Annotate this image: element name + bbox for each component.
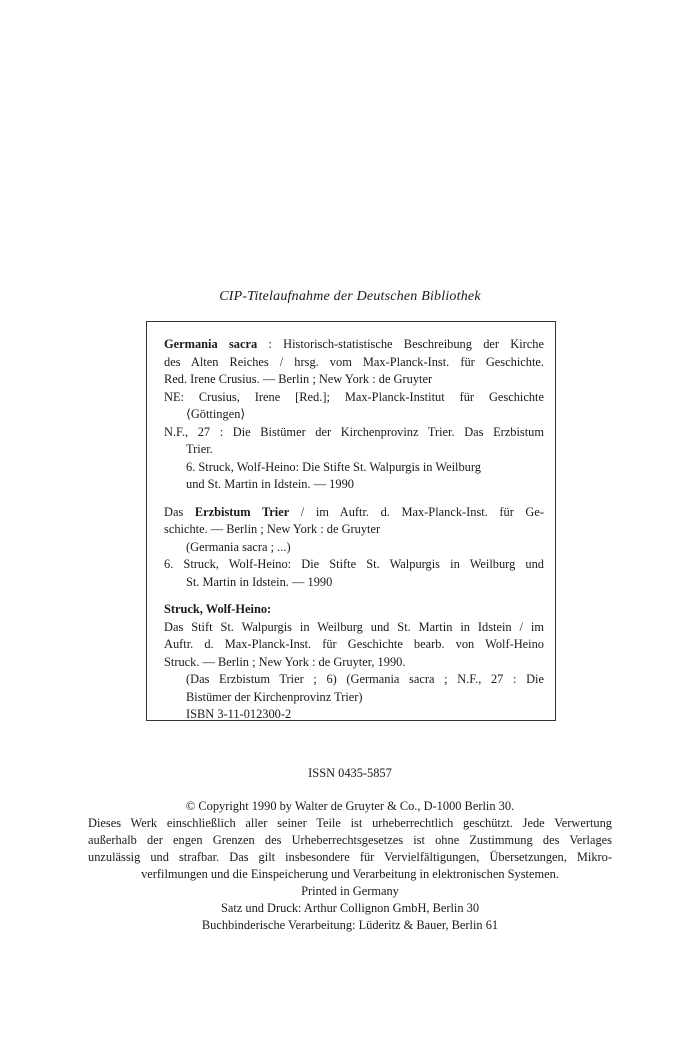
entry-line: Red. Irene Crusius. — Berlin ; New York : de Gruyter	[164, 372, 433, 386]
typesetting-credit: Satz und Druck: Arthur Collignon GmbH, Berlin 30	[220, 901, 480, 915]
isbn: ISBN 3-11-012300-2	[186, 707, 292, 721]
issn: ISSN 0435-5857	[308, 766, 392, 780]
entry-line: ⟨Göttingen⟩	[186, 407, 246, 421]
cip-entry-germania-sacra	[164, 336, 544, 494]
entry-line: 6. Struck, Wolf-Heino: Die Stifte St. Walpurgis in Weilburg und	[164, 557, 544, 571]
cip-record-content	[164, 336, 544, 734]
entry-title: Erzbistum Trier	[194, 504, 290, 519]
entry-line: NE: Crusius, Irene [Red.]; Max-Planck-Institut für Geschichte	[164, 389, 544, 404]
cip-heading: CIP-Titelaufnahme der Deutschen Bibliothek	[219, 289, 481, 304]
cip-entry-struck	[164, 601, 544, 724]
entry-line: N.F., 27 : Die Bistümer der Kirchenprovinz Trier. Das Erzbistum	[164, 424, 544, 439]
entry-line: Auftr. d. Max-Planck-Inst. für Geschichte bearb. von Wolf-Heino	[164, 637, 544, 651]
entry-text: : Historisch-statistische Beschreibung der Kirche	[257, 337, 544, 351]
printed-in: Printed in Germany	[301, 884, 399, 898]
binding-credit: Buchbinderische Verarbeitung: Lüderitz & Bauer, Berlin 61	[201, 918, 499, 932]
imprint	[88, 798, 612, 934]
rights-line: unzulässig und strafbar. Das gilt insbesondere für Vervielfältigungen, Übersetzungen, Mikro-	[88, 850, 612, 864]
entry-line	[164, 336, 544, 354]
entry-line: (Germania sacra ; ...)	[186, 539, 291, 554]
entry-line: Das Stift St. Walpurgis in Weilburg und St. Martin in Idstein / im	[164, 619, 544, 634]
entry-title: Germania sacra	[164, 337, 258, 351]
rights-line: verfilmungen und die Einspeicherung und Verarbeitung in elektronischen Systemen.	[141, 867, 559, 881]
entry-line: und St. Martin in Idstein. — 1990	[186, 477, 354, 491]
copyright-line: © Copyright 1990 by Walter de Gruyter & Co., D-1000 Berlin 30.	[185, 799, 515, 813]
entry-line: Struck. — Berlin ; New York : de Gruyter, 1990.	[164, 654, 406, 669]
rights-line: Dieses Werk einschließlich aller seiner Teile ist urheberrechtlich geschützt. Jede Verwertung	[88, 816, 612, 830]
entry-line: Trier.	[186, 442, 213, 456]
entry-line: des Alten Reiches / hrsg. vom Max-Planck-Inst. für Geschichte.	[164, 354, 544, 369]
cip-entry-erzbistum-trier	[164, 504, 544, 592]
rights-line: außerhalb der engen Grenzen des Urheberrechtsgesetzes ist ohne Zustimmung des Verlages	[88, 833, 612, 847]
entry-line: schichte. — Berlin ; New York : de Gruyter	[164, 522, 381, 536]
entry-line: Bistümer der Kirchenprovinz Trier)	[186, 689, 363, 704]
entry-line	[164, 504, 544, 522]
entry-text: Das	[164, 504, 195, 519]
entry-line: St. Martin in Idstein. — 1990	[186, 574, 333, 589]
entry-line: (Das Erzbistum Trier ; 6) (Germania sacra ; N.F., 27 : Die	[186, 672, 544, 686]
entry-line: 6. Struck, Wolf-Heino: Die Stifte St. Walpurgis in Weilburg	[186, 459, 481, 474]
entry-author: Struck, Wolf-Heino:	[164, 602, 272, 616]
entry-text: / im Auftr. d. Max-Planck-Inst. für Ge-	[289, 504, 544, 519]
